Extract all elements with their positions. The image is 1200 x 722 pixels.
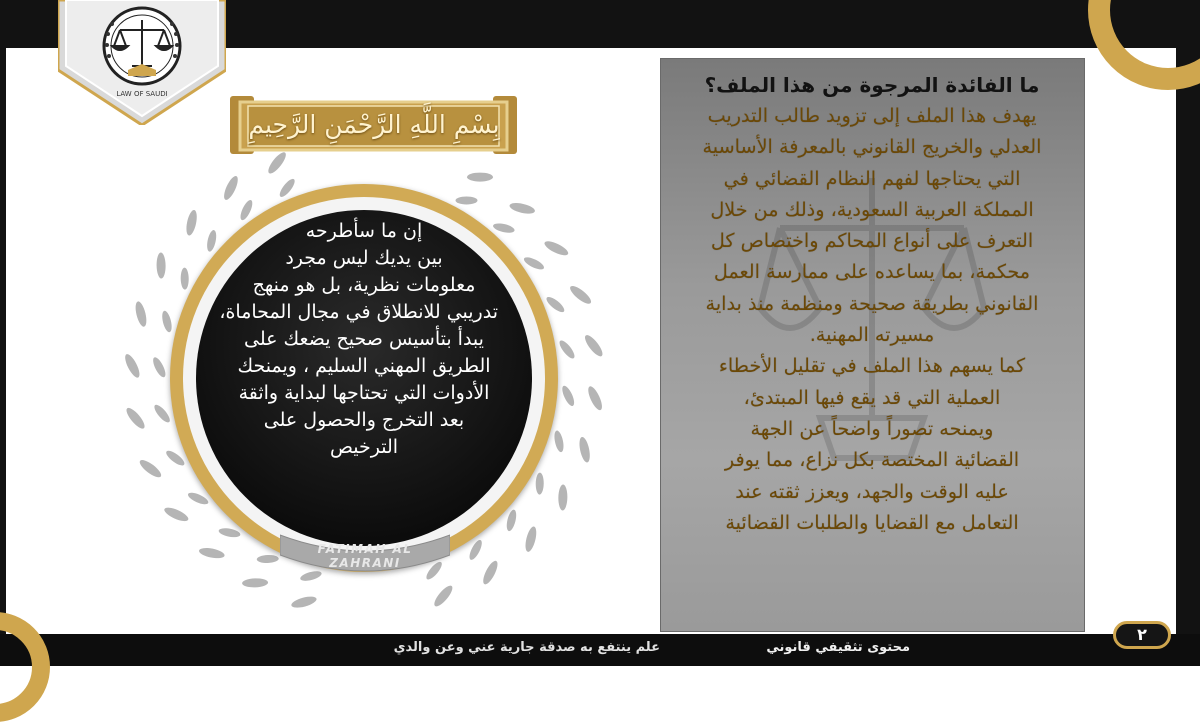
- laurel-leaf: [218, 527, 241, 539]
- laurel-leaf: [124, 405, 148, 431]
- laurel-leaf: [137, 457, 163, 480]
- laurel-leaf: [536, 473, 544, 495]
- circle-line: الطريق المهني السليم ، ويمنحك: [237, 355, 491, 377]
- laurel-leaf: [242, 578, 268, 588]
- circle-line: إن ما سأطرحه: [305, 220, 423, 242]
- laurel-leaf: [133, 300, 148, 327]
- panel-line: العدلي والخريج القانوني بالمعرفة الأساسية: [702, 135, 1042, 159]
- panel-line: محكمة، بما يساعده على ممارسة العمل: [713, 260, 1031, 284]
- laurel-leaf: [543, 239, 570, 258]
- laurel-leaf: [221, 174, 240, 201]
- circle-line: تدريبي للانطلاق في مجال المحاماة،: [219, 301, 498, 323]
- panel-line: القضائية المختصة بكل نزاع، مما يوفر: [724, 448, 1020, 472]
- panel-line: التي يحتاجها لفهم النظام القضائي في: [723, 166, 1021, 190]
- panel-line: عليه الوقت والجهد، ويعزز ثقته عند: [735, 479, 1009, 503]
- laurel-leaf: [582, 333, 605, 359]
- laurel-leaf: [290, 594, 317, 608]
- laurel-leaf: [560, 384, 577, 407]
- laurel-leaf: [198, 546, 225, 560]
- panel-line: المملكة العربية السعودية، وذلك من خلال: [710, 197, 1034, 221]
- laurel-leaf: [151, 356, 168, 379]
- laurel-leaf: [523, 525, 538, 552]
- laurel-leaf: [266, 150, 289, 176]
- laurel-leaf: [553, 430, 565, 453]
- panel-line: العملية التي قد يقع فيها المبتدئ،: [743, 385, 1001, 409]
- panel-line: ويمنحه تصوراً واضحاً عن الجهة: [750, 416, 994, 440]
- laurel-leaf: [586, 385, 605, 412]
- laurel-leaf: [480, 559, 500, 586]
- panel-line: القانوني بطريقة صحيحة ومنظمة منذ بداية: [705, 291, 1039, 315]
- laurel-leaf: [184, 209, 198, 236]
- right-frame-strip: [1176, 0, 1200, 666]
- laurel-leaf: [558, 484, 567, 510]
- laurel-leaf: [522, 255, 545, 272]
- laurel-leaf: [186, 490, 209, 506]
- laurel-leaf: [164, 448, 186, 468]
- footer-title: محتوى تثقيفي قانوني: [766, 640, 910, 655]
- circle-message: [219, 218, 498, 461]
- author-name: FATIMAH AL ZAHRANI: [317, 542, 413, 570]
- laurel-leaf: [467, 173, 493, 182]
- laurel-leaf: [163, 505, 190, 524]
- laurel-leaf: [205, 229, 217, 252]
- laurel-leaf: [160, 310, 173, 333]
- laurel-leaf: [456, 196, 478, 204]
- panel-text: [670, 70, 1074, 538]
- scales-of-justice-icon: [58, 0, 226, 125]
- circle-line: الأدوات التي تحتاجها لبداية واثقة: [238, 382, 490, 404]
- panel-line: مسيرته المهنية.: [809, 323, 935, 347]
- laurel-leaf: [544, 295, 566, 315]
- panel-line: كما يسهم هذا الملف في تقليل الأخطاء: [718, 354, 1026, 378]
- laurel-leaf: [122, 352, 142, 379]
- laurel-leaf: [568, 283, 594, 306]
- laurel-leaf: [181, 268, 189, 290]
- laurel-leaf: [505, 509, 518, 532]
- circle-line: بين يديك ليس مجرد: [285, 247, 443, 269]
- page-number-badge: ٢: [1113, 621, 1171, 649]
- panel-line: يهدف هذا الملف إلى تزويد طالب التدريب: [707, 104, 1037, 127]
- circle-line: معلومات نظرية، بل هو منهج: [252, 274, 476, 296]
- laurel-leaf: [156, 252, 165, 278]
- logo-caption: LAW OF SAUDI: [116, 90, 168, 98]
- panel-heading: ما الفائدة المرجوة من هذا الملف؟: [704, 73, 1040, 97]
- laurel-leaf: [557, 338, 577, 360]
- circle-line: بعد التخرج والحصول على: [263, 409, 465, 431]
- circle-line: يبدأ بتأسيس صحيح يضعك على: [244, 328, 484, 350]
- panel-line: التعامل مع القضايا والطلبات القضائية: [725, 510, 1019, 534]
- basmala-text: بِسْمِ اللَّهِ الرَّحْمَنِ الرَّحِيمِ: [248, 110, 500, 139]
- laurel-leaf: [578, 436, 592, 463]
- laurel-leaf: [467, 538, 484, 561]
- panel-line: التعرف على أنواع المحاكم واختصاص كل: [710, 229, 1034, 253]
- circle-line: الترخيص: [329, 436, 399, 458]
- laurel-leaf: [509, 201, 536, 216]
- laurel-leaf: [152, 403, 172, 425]
- footer-dedication: علم ينتفع به صدقة جارية عني وعن والدي: [393, 640, 660, 655]
- laurel-leaf: [257, 555, 279, 564]
